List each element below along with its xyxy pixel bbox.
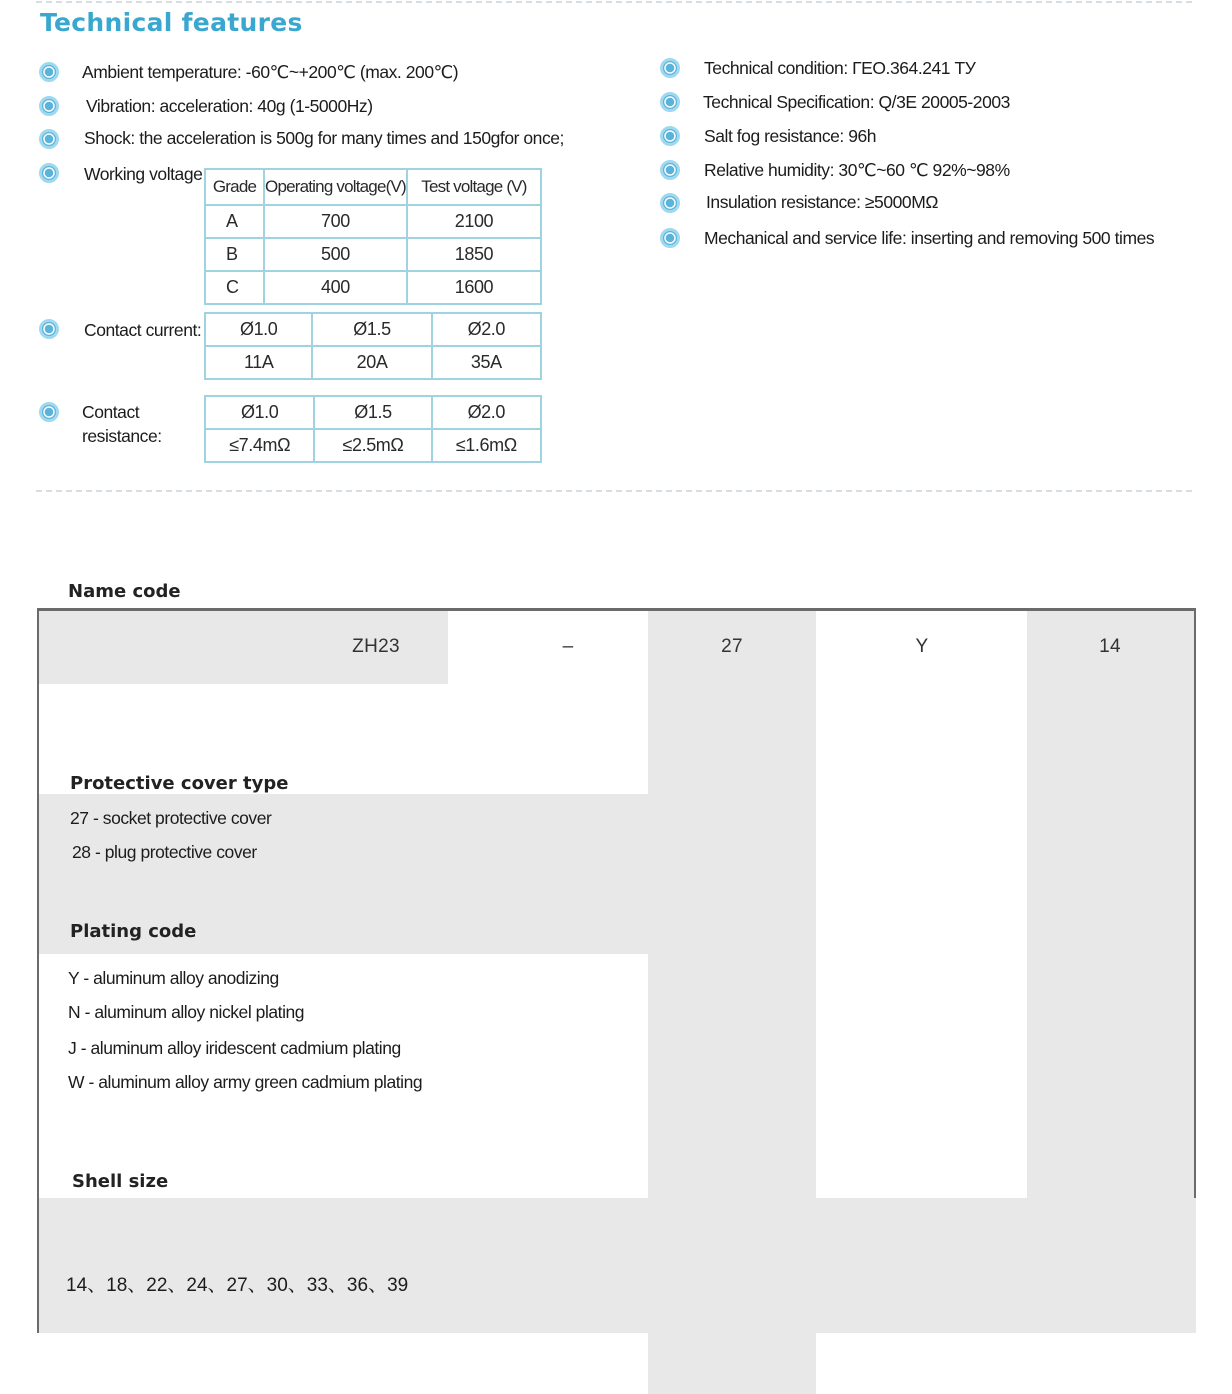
feature-technical-specification: Technical Specification: Q/3E 20005-2003 [703, 92, 1010, 112]
grade-cell: C [205, 271, 264, 304]
table-row [205, 429, 541, 462]
table-header-row [205, 169, 541, 205]
shell-size-values: 14、18、22、24、27、30、33、36、39 [66, 1275, 409, 1296]
resistance-value-cell: ≤2.5mΩ [314, 429, 431, 462]
pin-size-cell: Ø1.5 [312, 313, 431, 346]
feature-vibration: Vibration: acceleration: 40g (1-5000Hz) [86, 96, 373, 116]
feature-relative-humidity: Relative humidity: 30℃~60 ℃ 92%~98% [704, 160, 1010, 180]
table-header-cell: Test voltage (V) [407, 169, 541, 205]
feature-shock: Shock: the acceleration is 500g for many times and 150gfor once; [84, 128, 564, 148]
pin-size-cell: Ø1.0 [205, 313, 312, 346]
code-shell-size: 14 [1099, 636, 1121, 657]
test-voltage-cell: 1850 [407, 238, 541, 271]
contact-current-table [204, 312, 542, 380]
shell-size-bottom-band [39, 1198, 1196, 1333]
protective-cover-title: Protective cover type [70, 773, 289, 794]
code-series: ZH23 [352, 636, 400, 657]
pin-size-cell: Ø1.5 [314, 396, 431, 429]
bullet-icon [39, 402, 59, 422]
pin-size-cell: Ø2.0 [432, 313, 541, 346]
table-row [205, 396, 541, 429]
operating-voltage-cell: 500 [264, 238, 407, 271]
bullet-icon [660, 193, 680, 213]
feature-salt-fog: Salt fog resistance: 96h [704, 126, 877, 146]
feature-technical-condition: Technical condition: ГЕО.364.241 ТУ [704, 58, 976, 78]
table-row [205, 205, 541, 238]
current-value-cell: 35A [432, 346, 541, 379]
feature-insulation-resistance: Insulation resistance: ≥5000MΩ [706, 192, 938, 212]
test-voltage-cell: 1600 [407, 271, 541, 304]
current-value-cell: 11A [205, 346, 312, 379]
code-gap-dash [448, 611, 648, 684]
grade-cell: A [205, 205, 264, 238]
table-row [205, 346, 541, 379]
operating-voltage-cell: 400 [264, 271, 407, 304]
plating-item: W - aluminum alloy army green cadmium plating [68, 1072, 423, 1092]
resistance-value-cell: ≤7.4mΩ [205, 429, 314, 462]
feature-mechanical-life: Mechanical and service life: inserting and removing 500 times [704, 228, 1155, 248]
plating-code-title: Plating code [70, 921, 197, 942]
code-plating: Y [915, 636, 929, 657]
protective-cover-item: 28 - plug protective cover [72, 842, 257, 862]
bullet-icon [660, 160, 680, 180]
feature-contact-resistance-label: Contact resistance: [82, 402, 162, 446]
bullet-icon [660, 92, 680, 112]
table-row [205, 313, 541, 346]
top-divider [36, 1, 1192, 3]
pin-size-cell: Ø2.0 [432, 396, 541, 429]
bullet-icon [39, 163, 59, 183]
code-cover-type: 27 [721, 636, 743, 657]
page-title: Technical features [40, 8, 303, 37]
grade-cell: B [205, 238, 264, 271]
operating-voltage-cell: 700 [264, 205, 407, 238]
shell-size-title: Shell size [72, 1171, 169, 1192]
working-voltage-table [204, 168, 542, 305]
resistance-value-cell: ≤1.6mΩ [432, 429, 541, 462]
plating-item: J - aluminum alloy iridescent cadmium plating [68, 1038, 401, 1058]
bullet-icon [660, 228, 680, 248]
table-row [205, 271, 541, 304]
plating-item: Y - aluminum alloy anodizing [68, 968, 279, 988]
current-value-cell: 20A [312, 346, 431, 379]
feature-ambient-temperature: Ambient temperature: -60℃~+200℃ (max. 200℃) [82, 62, 459, 82]
bullet-icon [660, 58, 680, 78]
table-header-cell: Operating voltage(V) [264, 169, 407, 205]
bullet-icon [660, 126, 680, 146]
feature-working-voltage-label: Working voltage: [84, 164, 207, 184]
section-divider [36, 490, 1192, 492]
name-code-title: Name code [68, 581, 181, 602]
bullet-icon [39, 319, 59, 339]
pin-size-cell: Ø1.0 [205, 396, 314, 429]
plating-item: N - aluminum alloy nickel plating [68, 1002, 305, 1022]
bullet-icon [39, 96, 59, 116]
bullet-icon [39, 62, 59, 82]
bullet-icon [39, 129, 59, 149]
feature-contact-current-label: Contact current: [84, 320, 202, 340]
table-header-cell: Grade [205, 169, 264, 205]
test-voltage-cell: 2100 [407, 205, 541, 238]
code-separator: – [562, 636, 574, 657]
table-row [205, 238, 541, 271]
protective-cover-item: 27 - socket protective cover [70, 808, 272, 828]
contact-resistance-table [204, 395, 542, 463]
